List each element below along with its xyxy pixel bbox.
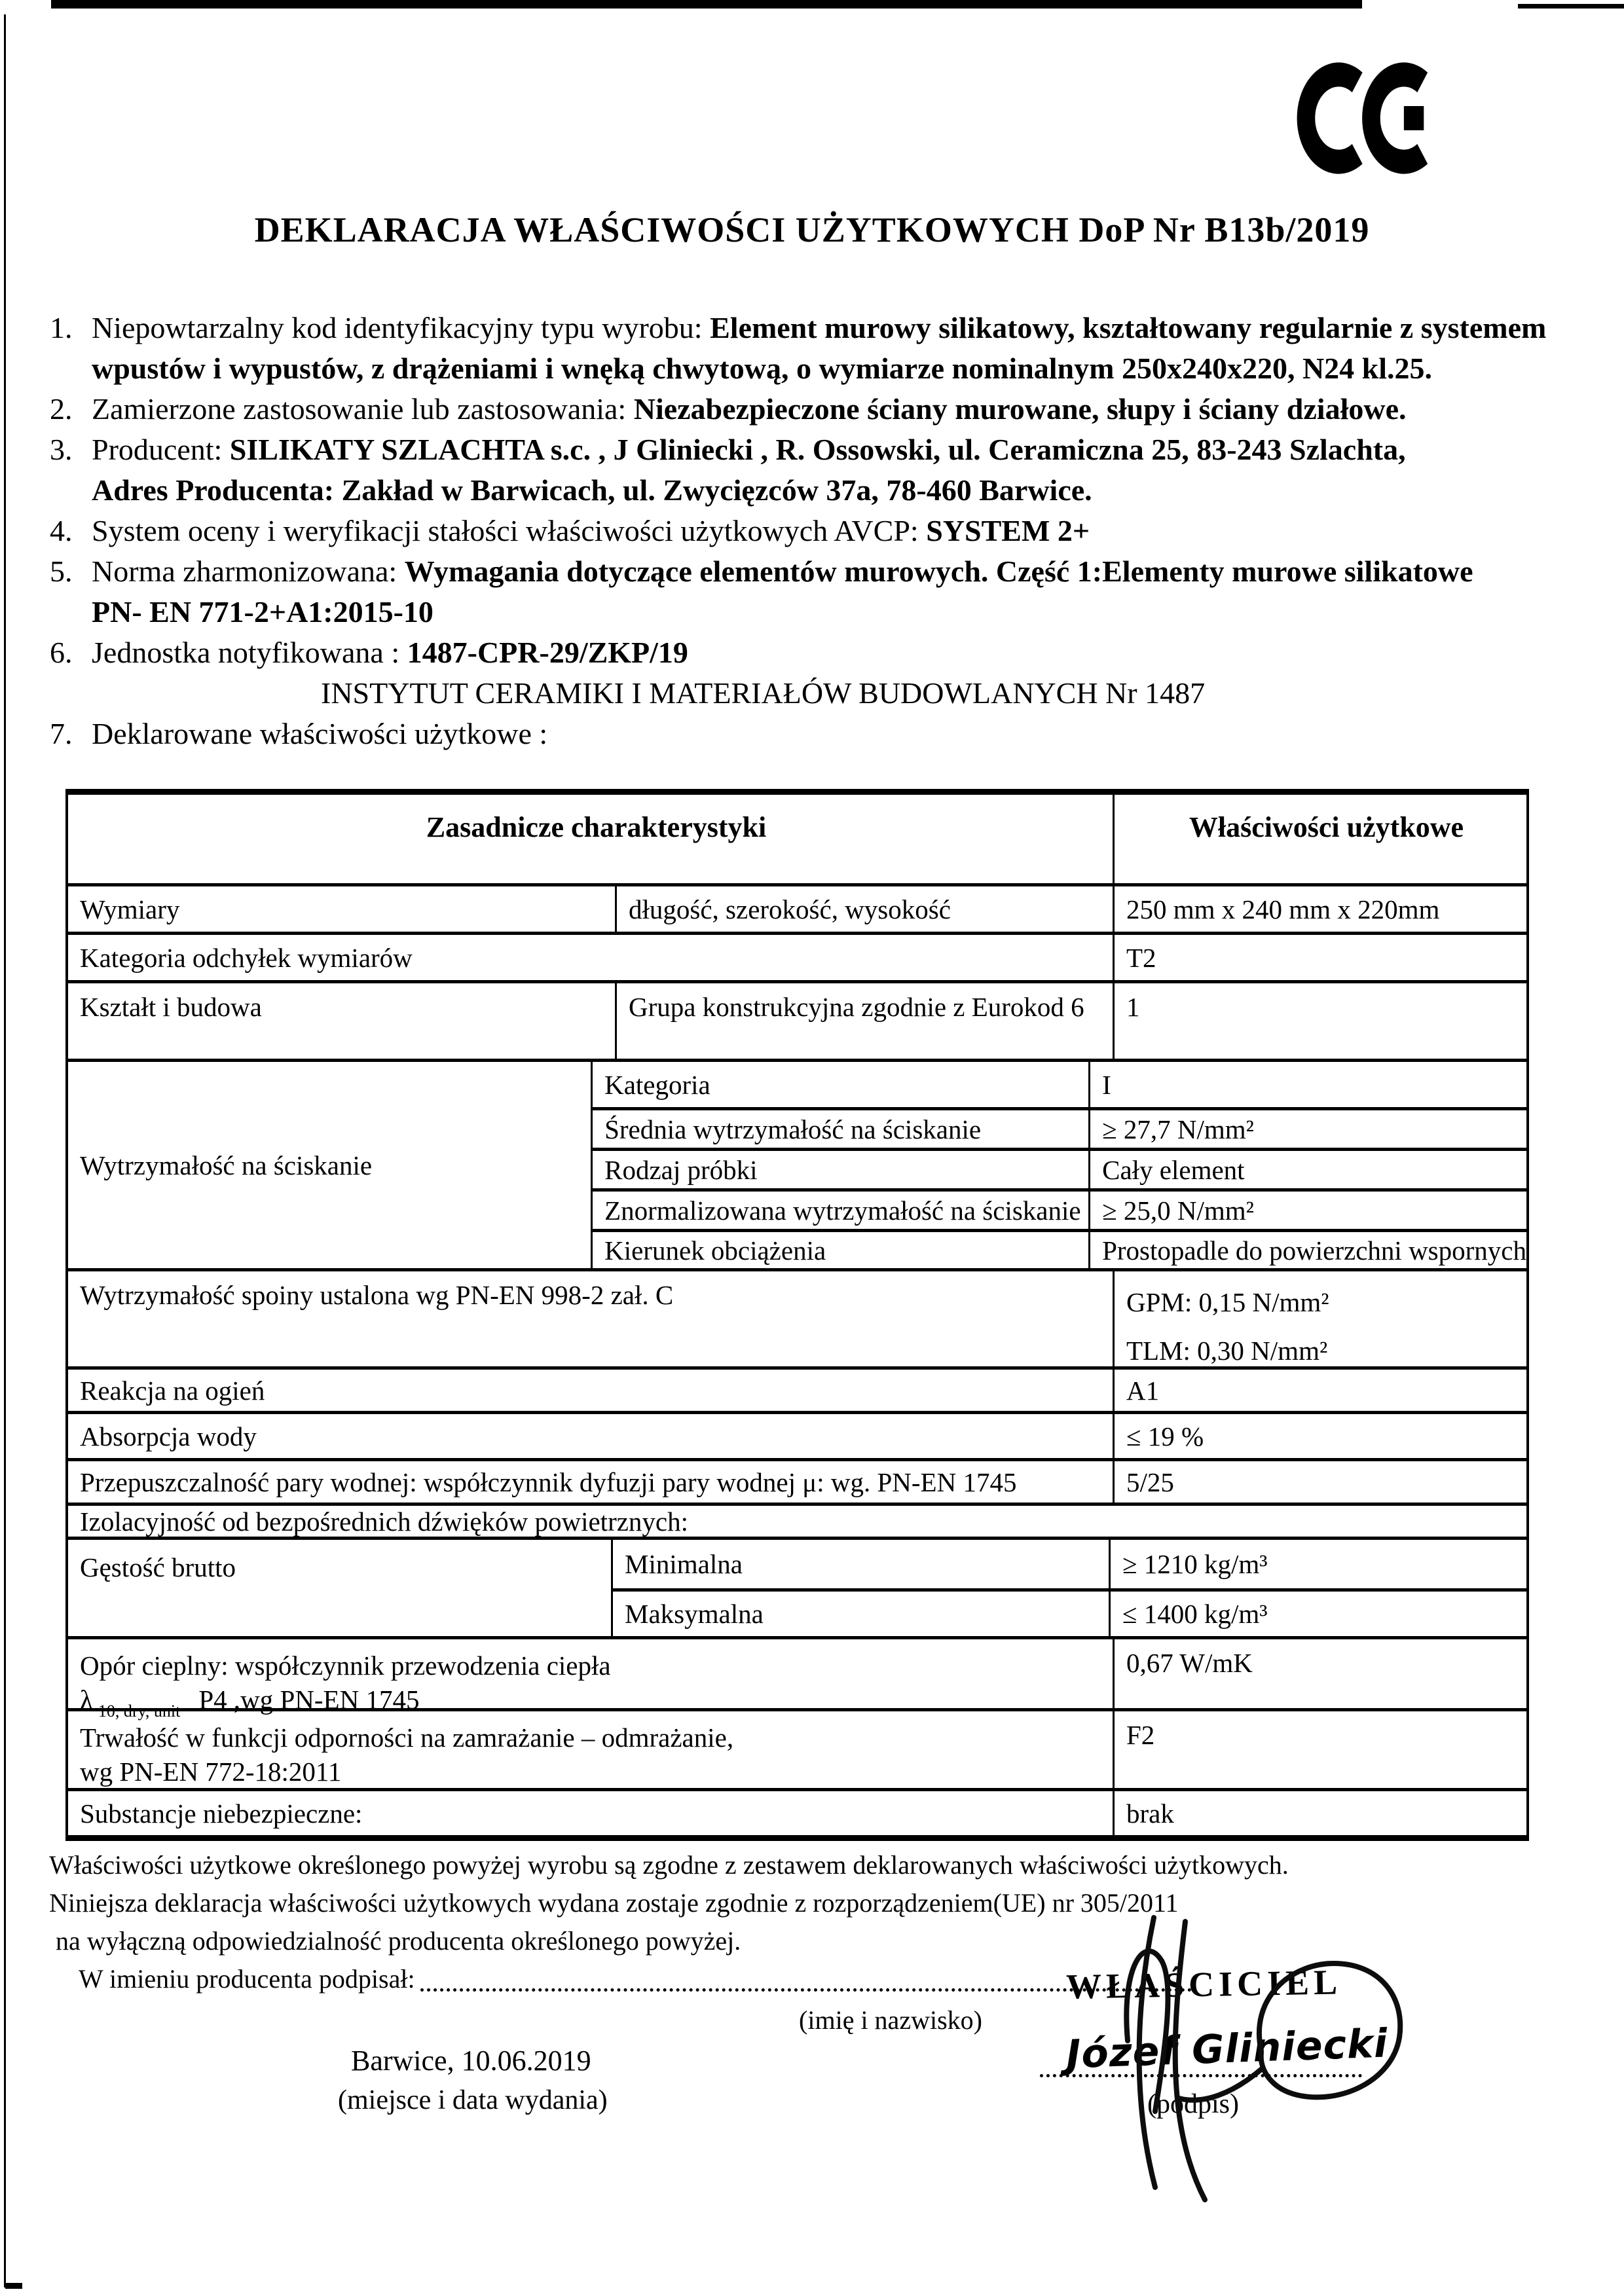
cell-sub: Rodzaj próbki bbox=[604, 1154, 758, 1185]
owner-stamp-text: WŁAŚCICIEL bbox=[1065, 1962, 1342, 2007]
properties-table bbox=[65, 789, 1529, 1841]
declaration-list bbox=[0, 308, 1552, 754]
cell-label: Wytrzymałość spoiny ustalona wg PN-EN 998-2 zał. C bbox=[80, 1280, 674, 1310]
table-row-opor bbox=[68, 1636, 1526, 1721]
trwalosc-line2: wg PN-EN 772-18:2011 bbox=[80, 1757, 342, 1787]
opor-line1: Opór cieplny: współczynnik przewodzenia ciepła bbox=[80, 1650, 611, 1681]
cell-sub: Znormalizowana wytrzymałość na ściskanie bbox=[604, 1195, 1081, 1226]
table-group-wytrzymalosc bbox=[68, 1059, 1526, 1268]
item5-value-line1: Wymagania dotyczące elementów murowych. Część 1:Elementy murowe silikatowe bbox=[404, 555, 1473, 588]
table-row-trwalosc bbox=[68, 1708, 1526, 1788]
item-number: 7. bbox=[50, 717, 73, 750]
cell-label bbox=[68, 1639, 1113, 1721]
signature-ink-strokes bbox=[1008, 1895, 1506, 2269]
cell-sub: Grupa konstrukcyjna zgodnie z Eurokod 6 bbox=[615, 983, 1113, 1059]
cell-value: ≤ 19 % bbox=[1113, 1414, 1526, 1458]
cell-label: Substancje niebezpieczne: bbox=[80, 1798, 363, 1829]
cell-value: F2 bbox=[1113, 1711, 1526, 1788]
item6-value: 1487-CPR-29/ZKP/19 bbox=[407, 636, 688, 669]
item-number: 4. bbox=[50, 514, 73, 547]
opor-line2-rest: P4 ,wg PN-EN 1745 bbox=[198, 1685, 420, 1715]
item2-label: Zamierzone zastosowanie lub zastosowania: bbox=[92, 392, 634, 426]
ce-mark-icon bbox=[1295, 58, 1449, 179]
cell-value: 0,67 W/mK bbox=[1113, 1639, 1526, 1708]
cell-value: ≥ 25,0 N/mm² bbox=[1088, 1192, 1526, 1229]
signature-caption: (podpis) bbox=[1147, 2089, 1239, 2119]
table-group-gestosc bbox=[68, 1537, 1526, 1636]
paragraph-regulation: Niniejsza deklaracja właściwości użytkowych wydana zostaje zgodnie z rozporządzeniem(UE) nr 305/2011 bbox=[49, 1888, 1179, 1918]
table-row-substancje bbox=[68, 1788, 1526, 1835]
table-row-absorpcja bbox=[68, 1411, 1526, 1458]
item-number: 6. bbox=[50, 636, 73, 669]
lambda-symbol: λ bbox=[80, 1685, 93, 1715]
cell-label: Kategoria odchyłek wymiarów bbox=[80, 942, 413, 973]
cell-sub: Minimalna bbox=[625, 1549, 743, 1579]
signed-label: W imieniu producenta podpisał: bbox=[79, 1964, 415, 1994]
cell-value bbox=[1113, 1271, 1526, 1366]
item6-label: Jednostka notyfikowana : bbox=[92, 636, 407, 669]
table-row bbox=[593, 1148, 1526, 1188]
item3-value-line1: SILIKATY SZLACHTA s.c. , J Gliniecki , R. Ossowski, ul. Ceramiczna 25, 83-243 Szlachta, bbox=[229, 433, 1406, 466]
cell-sub: Kategoria bbox=[604, 1069, 710, 1100]
table-row-spoiny bbox=[68, 1268, 1526, 1366]
place-and-date: Barwice, 10.06.2019 bbox=[351, 2045, 591, 2077]
scan-artifact-top-line bbox=[51, 0, 1362, 9]
table-header-row bbox=[68, 795, 1526, 883]
cell-sub: Maksymalna bbox=[625, 1599, 764, 1629]
item5-value-line2: PN- EN 771-2+A1:2015-10 bbox=[92, 595, 434, 629]
cell-label: Izolacyjność od bezpośrednich dźwięków powietrznych: bbox=[80, 1506, 689, 1537]
cell-label: Przepuszczalność pary wodnej: współczynnik dyfuzji pary wodnej μ: wg. PN-EN 1745 bbox=[80, 1467, 1017, 1497]
item-number: 5. bbox=[50, 555, 73, 588]
table-row bbox=[613, 1588, 1526, 1636]
cell-value: ≥ 1210 kg/m³ bbox=[1109, 1540, 1526, 1588]
item3-value-line2: Adres Producenta: Zakład w Barwicach, ul. Zwycięzców 37a, 78-460 Barwice. bbox=[92, 473, 1092, 507]
cell-label: Wymiary bbox=[80, 894, 180, 924]
item1-value-line1: Element murowy silikatowy, kształtowany regularnie z systemem bbox=[710, 311, 1547, 344]
value-tlm: TLM: 0,30 N/mm² bbox=[1126, 1336, 1328, 1366]
trwalosc-line1: Trwałość w funkcji odporności na zamrażanie – odmrażanie, bbox=[80, 1722, 734, 1753]
cell-value: Cały element bbox=[1088, 1151, 1526, 1188]
cell-value: 5/25 bbox=[1113, 1461, 1526, 1503]
table-row-izolacyjnosc bbox=[68, 1503, 1526, 1537]
cell-sub: długość, szerokość, wysokość bbox=[615, 886, 1113, 932]
table-row-wymiary bbox=[68, 883, 1526, 932]
table-row-kategoria-odchylek bbox=[68, 932, 1526, 980]
item2-value: Niezabezpieczone ściany murowane, słupy i ściany działowe. bbox=[633, 392, 1407, 426]
item4-value: SYSTEM 2+ bbox=[926, 514, 1090, 547]
item1-value-line2: wpustów i wypustów, z drążeniami i wnęką chwytową, o wymiarze nominalnym 250x240x220, N24 kl.25. bbox=[92, 352, 1433, 385]
item5-label: Norma zharmonizowana: bbox=[92, 555, 405, 588]
table-row-reakcja bbox=[68, 1366, 1526, 1411]
group-label: Wytrzymałość na ściskanie bbox=[68, 1062, 593, 1268]
cell-label: Kształt i budowa bbox=[80, 992, 262, 1022]
table-row-przepuszczalnosc bbox=[68, 1458, 1526, 1503]
cell-value: ≤ 1400 kg/m³ bbox=[1109, 1592, 1526, 1636]
list-item-1 bbox=[0, 308, 1552, 389]
ce-mark bbox=[1295, 58, 1449, 179]
scan-artifact-top-line-right bbox=[1518, 4, 1624, 9]
table-row bbox=[593, 1107, 1526, 1148]
list-item-4 bbox=[0, 511, 1552, 551]
cell-value: 1 bbox=[1113, 983, 1526, 1059]
item4-label: System oceny i weryfikacji stałości właściwości użytkowych AVCP: bbox=[92, 514, 927, 547]
cell-label: Absorpcja wody bbox=[80, 1421, 257, 1451]
scan-artifact-bottom-mark bbox=[5, 2283, 22, 2289]
handwritten-signature-name: Józef Gliniecki bbox=[1065, 2020, 1389, 2078]
cell-label bbox=[68, 1711, 1113, 1788]
cell-value: ≥ 27,7 N/mm² bbox=[1088, 1110, 1526, 1148]
cell-value: I bbox=[1088, 1062, 1526, 1107]
page-title: DEKLARACJA WŁAŚCIWOŚCI UŻYTKOWYCH DoP Nr B13b/2019 bbox=[254, 210, 1370, 249]
header-performance: Właściwości użytkowe bbox=[1113, 795, 1526, 883]
table-row-ksztalt bbox=[68, 980, 1526, 1059]
cell-value: 250 mm x 240 mm x 220mm bbox=[1113, 886, 1526, 932]
cell-value: A1 bbox=[1113, 1370, 1526, 1411]
paragraph-conformity: Właściwości użytkowe określonego powyżej wyrobu są zgodne z zestawem deklarowanych właściwości użytkowych. bbox=[49, 1850, 1289, 1880]
list-item-2 bbox=[0, 389, 1552, 429]
list-item-5 bbox=[0, 551, 1552, 632]
list-item-7 bbox=[0, 714, 1552, 754]
cell-sub: Kierunek obciążenia bbox=[604, 1235, 826, 1266]
value-gpm: GPM: 0,15 N/mm² bbox=[1126, 1287, 1329, 1317]
paragraph-responsibility: na wyłączną odpowiedzialność producenta określonego powyżej. bbox=[56, 1926, 741, 1956]
item7-label: Deklarowane właściwości użytkowe : bbox=[92, 717, 548, 750]
name-caption: (imię i nazwisko) bbox=[799, 2005, 982, 2035]
cell-value: brak bbox=[1113, 1791, 1526, 1835]
item1-label: Niepowtarzalny kod identyfikacyjny typu wyrobu: bbox=[92, 311, 710, 344]
list-item-6 bbox=[0, 632, 1552, 714]
table-row bbox=[593, 1062, 1526, 1107]
place-caption: (miejsce i data wydania) bbox=[338, 2085, 608, 2115]
notified-body-name: INSTYTUT CERAMIKI I MATERIAŁÓW BUDOWLANYCH Nr 1487 bbox=[321, 676, 1206, 710]
item-number: 3. bbox=[50, 433, 73, 466]
lambda-subscript: 10, dry, unit bbox=[98, 1702, 181, 1721]
cell-value: T2 bbox=[1113, 935, 1526, 980]
cell-value: Prostopadle do powierzchni wspornych bbox=[1088, 1232, 1526, 1268]
table-row bbox=[593, 1188, 1526, 1229]
table-row bbox=[613, 1540, 1526, 1588]
item3-label: Producent: bbox=[92, 433, 230, 466]
item-number: 1. bbox=[50, 311, 73, 344]
table-row bbox=[593, 1229, 1526, 1268]
item-number: 2. bbox=[50, 392, 73, 426]
group-label: Gęstość brutto bbox=[68, 1540, 613, 1636]
header-essential-characteristics: Zasadnicze charakterystyki bbox=[426, 811, 767, 843]
list-item-3 bbox=[0, 429, 1552, 511]
cell-label: Reakcja na ogień bbox=[80, 1375, 265, 1406]
cell-sub: Średnia wytrzymałość na ściskanie bbox=[604, 1114, 982, 1144]
